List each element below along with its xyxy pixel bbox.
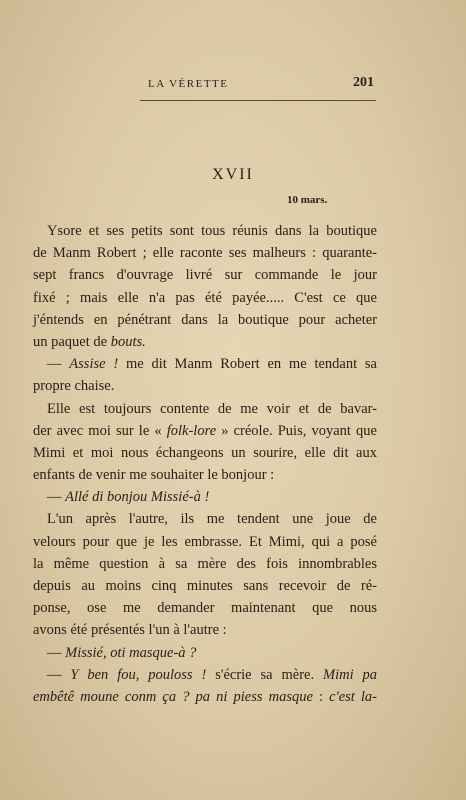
text-segment: folk-lore	[166, 422, 217, 439]
text-line	[33, 464, 377, 486]
text-line	[33, 575, 377, 597]
text-segment: Mimi et moi nous échangeons un sourire, elle dit aux	[33, 444, 377, 461]
text-line	[33, 353, 377, 375]
text-segment: avons été présentés l'un à l'autre :	[33, 622, 227, 639]
text-segment: Elle est toujours contente de me voir et de bavar-	[47, 400, 377, 417]
text-segment: —	[47, 666, 71, 683]
text-line	[33, 686, 377, 708]
running-head: LA VÉRETTE	[148, 78, 229, 90]
text-line	[33, 486, 377, 508]
text-line	[33, 420, 377, 442]
text-segment: Missié, oti masque-à ?	[65, 644, 197, 661]
text-segment: —	[47, 489, 66, 506]
text-segment: c'est la-	[329, 688, 378, 705]
text-segment: depuis au moins cinq minutes sans recevoir de ré-	[33, 578, 377, 594]
text-line	[33, 642, 377, 664]
text-segment: propre chaise.	[33, 378, 115, 395]
text-segment: sept francs d'ouvrage livré sur commande le jour	[33, 267, 377, 284]
text-line	[33, 619, 377, 641]
text-segment: enfants de venir me souhaiter le bonjour :	[33, 467, 275, 484]
text-segment: Y ben fou, pouloss !	[70, 666, 207, 683]
text-segment: fixé ; mais elle n'a pas été payée..... C'est ce que	[33, 289, 377, 306]
text-line	[33, 264, 377, 286]
text-segment: —	[47, 644, 66, 661]
text-line	[33, 242, 377, 264]
chapter-number: XVII	[212, 166, 254, 183]
text-line	[33, 597, 377, 619]
text-segment: bouts.	[110, 333, 146, 350]
text-segment: Mimi pa	[323, 666, 378, 683]
page-number: 201	[353, 75, 374, 90]
text-line	[33, 553, 377, 575]
text-segment: de Manm Robert ; elle raconte ses malheurs : quarante-	[33, 245, 377, 262]
text-line	[33, 664, 377, 686]
text-line	[33, 531, 377, 553]
text-line	[33, 287, 377, 309]
text-line	[33, 442, 377, 464]
text-line	[33, 375, 377, 397]
text-segment: » créole. Puis, voyant que	[216, 422, 377, 439]
text-line	[33, 331, 377, 353]
page-header	[140, 72, 376, 101]
text-line	[33, 309, 377, 331]
text-line	[33, 220, 377, 242]
text-segment: embêtê moune conm ça ? pa ni piess masque	[33, 688, 313, 705]
text-segment: :	[312, 688, 330, 705]
text-segment: j'éntends en pénétrant dans la boutique pour acheter	[33, 311, 377, 328]
text-segment: me dit Manm Robert en me tendant sa	[118, 356, 377, 373]
text-segment: s'écrie sa mère.	[206, 666, 323, 683]
text-segment: —	[47, 356, 70, 373]
text-segment: Assise !	[69, 356, 119, 373]
text-segment: un paquet de	[33, 333, 111, 350]
entry-date: 10 mars.	[287, 194, 328, 206]
text-line	[33, 508, 377, 530]
text-segment: velours pour que je les embrasse. Et Mimi, qui a posé	[33, 533, 377, 550]
text-segment: ponse, ose me demander maintenant que nous	[33, 600, 377, 617]
body-text	[33, 220, 377, 708]
text-segment: la même question à sa mère des fois innombrables	[33, 555, 377, 572]
text-segment: L'un après l'autre, ils me tendent une joue de	[47, 511, 377, 528]
text-segment: Allé di bonjou Missié-à !	[65, 489, 210, 506]
text-segment: Ysore et ses petits sont tous réunis dans la boutique	[47, 223, 377, 239]
text-line	[33, 398, 377, 420]
text-segment: der avec moi sur le «	[33, 422, 167, 439]
